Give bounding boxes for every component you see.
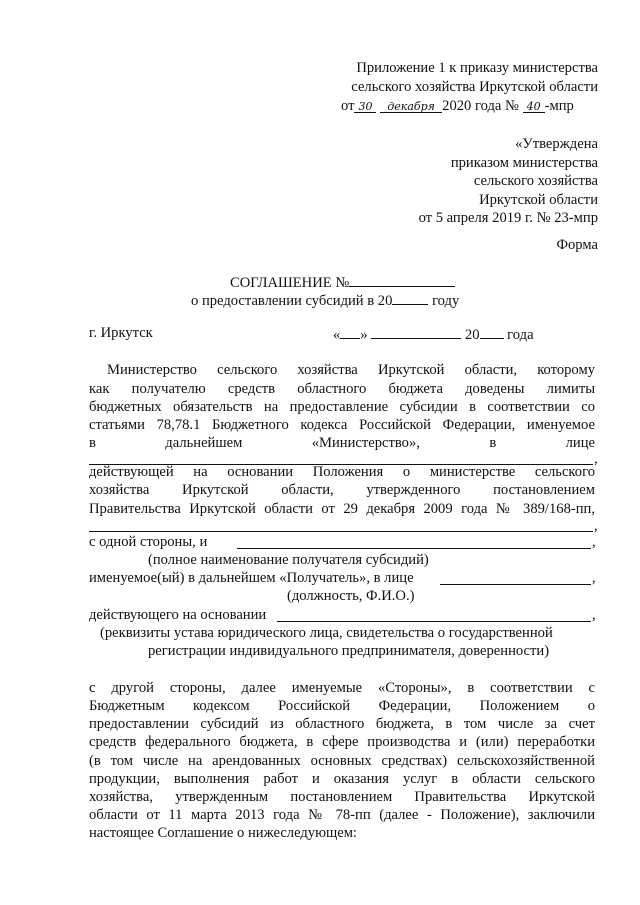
paragraph-3-line-9: настоящее Соглашение о нижеследующем: xyxy=(89,825,357,841)
paragraph-3-line-3: предоставлении субсидий из областного бюджета, в том числе за счет xyxy=(89,716,595,732)
approved-line-3: сельского хозяйства xyxy=(473,173,598,189)
paragraph-3-line-7: хозяйства, утвержденным постановлением Правительства Иркутской xyxy=(89,789,595,805)
approved-line-2: приказом министерства xyxy=(450,155,598,171)
day-blank xyxy=(340,324,360,339)
comma-1: , xyxy=(594,451,598,467)
paragraph-3-line-5: (в том числе на арендованных основных средствах) сельскохозяйственной xyxy=(89,753,595,769)
close-quote: » xyxy=(360,327,368,343)
approved-line-5: от 5 апреля 2019 г. № 23-мпр xyxy=(418,210,598,226)
document-subtitle xyxy=(191,290,459,310)
paragraph-3-line-4: средств федерального бюджета, в сфере производства и (или) переработки xyxy=(89,734,595,750)
paragraph-2-line-1: действующей на основании Положения о министерстве сельского xyxy=(89,464,595,480)
recipient-caption: (полное наименование получателя субсидий) xyxy=(148,552,429,568)
paragraph-1-line-5: в дальнейшем «Министерство», в лице xyxy=(89,435,595,451)
date-suffix: -мпр xyxy=(544,98,574,114)
handwritten-day: 30 xyxy=(354,98,376,113)
open-quote: « xyxy=(333,327,341,343)
basis-blank-line xyxy=(89,531,593,532)
header-line-1: Приложение 1 к приказу министерства xyxy=(356,60,598,76)
paragraph-2-line-3: Правительства Иркутской области от 29 декабря 2009 года № 389/168-пп, xyxy=(89,501,595,517)
position-caption: (должность, Ф.И.О.) xyxy=(287,588,415,604)
header-line-2: сельского хозяйства Иркутской области xyxy=(351,79,598,95)
handwritten-month: декабря xyxy=(380,98,442,113)
paragraph-1-line-1: Министерство сельского хозяйства Иркутской области, которому xyxy=(107,362,595,378)
date-mid: 2020 года № xyxy=(442,98,519,114)
paragraph-2-line-2: хозяйства Иркутской области, утвержденного постановлением xyxy=(89,482,595,498)
month-blank xyxy=(371,324,461,339)
paragraph-3-line-8: области от 11 марта 2013 года № 78-пп (далее - Положение), заключили xyxy=(89,807,595,823)
one-side-label: с одной стороны, и xyxy=(89,534,208,550)
handwritten-number: 40 xyxy=(523,98,545,113)
paragraph-1-line-3: бюджетных обязательств на предоставление субсидии в соответствии со xyxy=(89,399,595,415)
year-suffix: года xyxy=(507,327,534,343)
date-fields xyxy=(333,324,534,344)
requisites-caption-line-1: (реквизиты устава юридического лица, свидетельства о государственной xyxy=(100,625,553,641)
approved-line-1: «Утверждена xyxy=(515,136,598,152)
city: г. Иркутск xyxy=(89,325,153,341)
agreement-number-blank xyxy=(349,272,455,287)
document-title xyxy=(230,272,455,292)
comma-4: , xyxy=(592,570,596,586)
date-prefix: от xyxy=(341,98,355,114)
subtitle-suffix: году xyxy=(432,293,460,309)
paragraph-3-line-2: Бюджетным кодексом Российской Федерации, Положением о xyxy=(89,698,595,714)
subtitle-prefix: о предоставлении субсидий в 20 xyxy=(191,293,393,309)
year-blank xyxy=(392,290,428,305)
paragraph-1-line-4: статьями 78,78.1 Бюджетного кодекса Российской Федерации, именуемое xyxy=(89,417,595,433)
requisites-caption-line-2: регистрации индивидуального предпринимателя, доверенности) xyxy=(148,643,550,659)
comma-3: , xyxy=(592,534,596,550)
paragraph-1-line-2: как получателю средств областного бюджета доведены лимиты xyxy=(89,381,595,397)
year-prefix: 20 xyxy=(464,327,480,343)
comma-5: , xyxy=(592,607,596,623)
recipient-name-blank xyxy=(237,548,591,549)
year-digits-blank xyxy=(480,324,504,339)
representative-name-blank xyxy=(440,584,591,585)
basis-document-blank xyxy=(277,621,591,622)
header-line-3 xyxy=(341,97,574,115)
comma-2: , xyxy=(594,518,598,534)
form-label: Форма xyxy=(556,237,598,253)
acting-on-label: действующего на основании xyxy=(89,607,267,623)
paragraph-3-line-6: продукции, выполнения работ и оказания услуг в области сельского xyxy=(89,771,595,787)
named-as-label: именуемое(ый) в дальнейшем «Получатель», в лице xyxy=(89,570,414,586)
paragraph-3-line-1: с другой стороны, далее именуемые «Стороны», в соответствии с xyxy=(89,680,595,696)
approved-line-4: Иркутской области xyxy=(479,192,598,208)
title-text: СОГЛАШЕНИЕ № xyxy=(230,275,350,291)
